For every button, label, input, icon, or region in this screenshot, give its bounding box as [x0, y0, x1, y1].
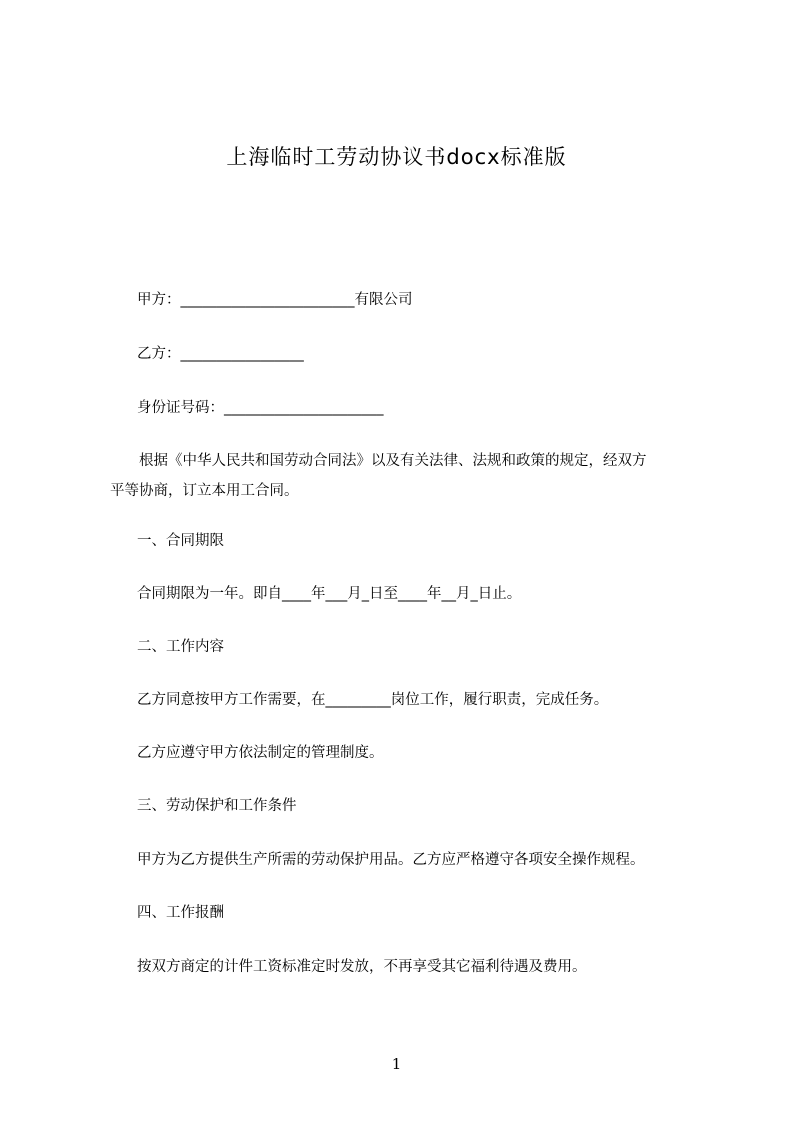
section-1-heading: 一、合同期限 — [137, 533, 224, 549]
section-2-body-1: 乙方同意按甲方工作需要，在_________岗位工作，履行职责，完成任务。 — [137, 692, 609, 708]
intro-paragraph — [110, 446, 690, 506]
section-4-body: 按双方商定的计件工资标准定时发放，不再享受其它福利待遇及费用。 — [137, 959, 587, 975]
id-number-line: 身份证号码：______________________ — [137, 400, 384, 416]
section-2-heading: 二、工作内容 — [137, 639, 224, 655]
section-3-heading: 三、劳动保护和工作条件 — [137, 798, 297, 814]
page-number: 1 — [391, 1055, 402, 1073]
document-title: 上海临时工劳动协议书docx标准版 — [226, 145, 567, 169]
party-a-line: 甲方：________________________有限公司 — [137, 292, 413, 308]
section-3-body: 甲方为乙方提供生产所需的劳动保护用品。乙方应严格遵守各项安全操作规程。 — [137, 852, 645, 868]
intro-line-1: 根据《中华人民共和国劳动合同法》以及有关法律、法规和政策的规定，经双方 — [139, 453, 647, 469]
section-1-body: 合同期限为一年。即自____年___月_日至____年__月_日止。 — [137, 586, 522, 602]
section-2-body-2: 乙方应遵守甲方依法制定的管理制度。 — [137, 745, 384, 761]
party-b-line: 乙方：_________________ — [137, 346, 304, 362]
intro-line-2: 平等协商，订立本用工合同。 — [110, 483, 299, 499]
section-4-heading: 四、工作报酬 — [137, 905, 224, 921]
